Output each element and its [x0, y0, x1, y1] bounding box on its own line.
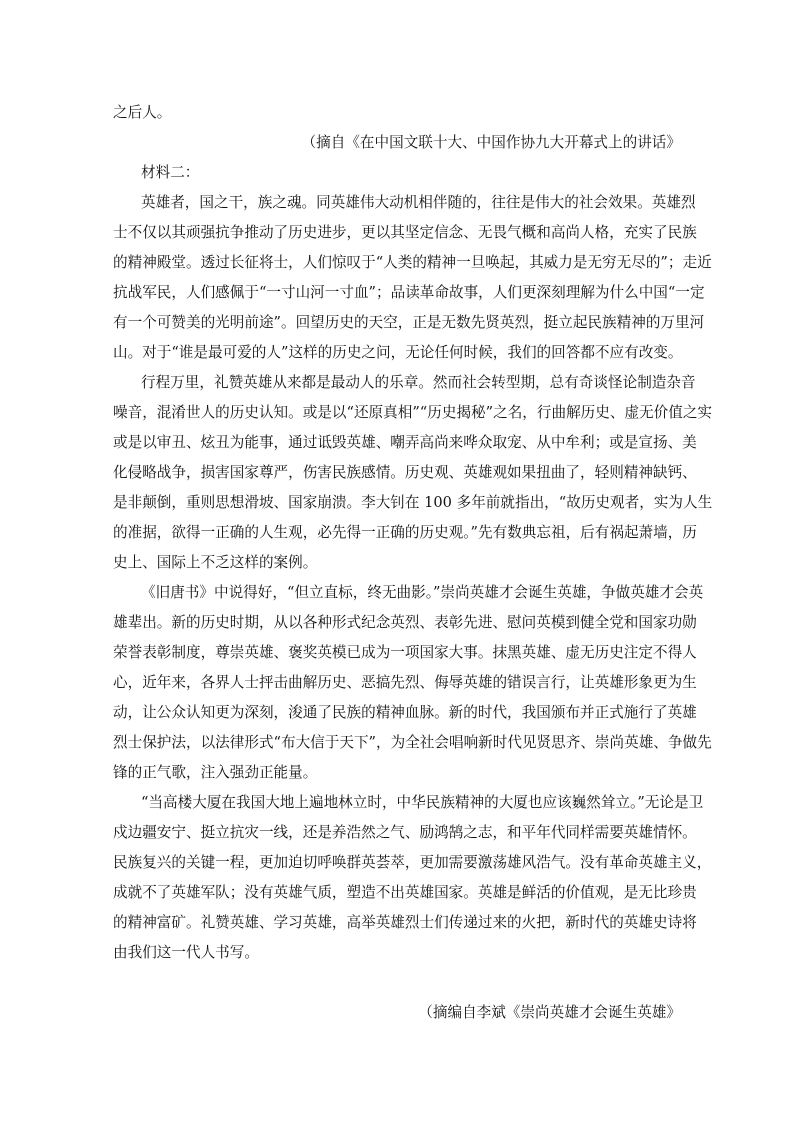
text-line: 抗战军民，人们感佩于“一寸山河一寸血”；品读革命故事，人们更深刻理解为什么中国“一定: [113, 284, 705, 301]
text-line: 的精神殿堂。透过长征将士，人们惊叹于“人类的精神一旦唤起，其威力是无穷无尽的”；走近: [113, 254, 712, 271]
text-line: 噪音，混淆世人的历史认知。或是以“还原真相”“历史揭秘”之名，行曲解历史、虚无价值之实: [113, 404, 713, 421]
text-line: 英雄者，国之干，族之魂。同英雄伟大动机相伴随的，往往是伟大的社会效果。英雄烈: [141, 194, 696, 211]
text-line: 山。对于“谁是最可爱的人”这样的历史之问，无论任何时候，我们的回答都不应有改变。: [113, 344, 683, 361]
text-line: 史上、国际上不乏这样的案例。: [113, 554, 318, 571]
text-line: 《旧唐书》中说得好，“但立直标，终无曲影。”崇尚英雄才会诞生英雄，争做英雄才会英: [141, 584, 704, 601]
text-line: 由我们这一代人书写。: [113, 944, 259, 961]
text-line: 民族复兴的关键一程，更加迫切呼唤群英荟萃，更加需要激荡雄风浩气。没有革命英雄主义，: [113, 854, 712, 871]
text-line: 荣誉表彰制度，尊崇英雄、褒奖英模已成为一项国家大事。抹黑英雄、虚无历史注定不得人: [113, 644, 697, 661]
text-line: 的精神富矿。礼赞英雄、学习英雄，高举英雄烈士们传递过来的火把，新时代的英雄史诗将: [113, 914, 697, 931]
source-citation: （摘自《在中国文联十大、中国作协九大开幕式上的讲话》: [301, 134, 681, 151]
text-line: 雄辈出。新的历史时期，从以各种形式纪念英烈、表彰先进、慰问英模到健全党和国家功勋: [113, 614, 697, 631]
text-line: 戍边疆安宁、挺立抗灾一线，还是养浩然之气、励鸿鹄之志，和平年代同样需要英雄情怀。: [113, 824, 697, 841]
text-line: 有一个可赞美的光明前途”。回望历史的天空，正是无数先贤英烈，挺立起民族精神的万里河: [113, 314, 705, 331]
text-line: 化侵略战争，损害国家尊严，伤害民族感情。历史观、英雄观如果扭曲了，轻则精神缺钙、: [113, 464, 697, 481]
text-line: 心，近年来，各界人士抨击曲解历史、恶搞先烈、侮辱英雄的错误言行，让英雄形象更为生: [113, 674, 697, 691]
text-line: 行程万里，礼赞英雄从来都是最动人的乐章。然而社会转型期，总有奇谈怪论制造杂音: [141, 374, 696, 391]
text-line: 或是以审丑、炫丑为能事，通过诋毁英雄、嘲弄高尚来哗众取宠、从中牟利；或是宣扬、美: [113, 434, 697, 451]
source-citation: （摘编自李斌《崇尚英雄才会诞生英雄》: [418, 1004, 681, 1021]
text-line: 锋的正气歌，注入强劲正能量。: [113, 764, 318, 781]
text-line: 之后人。: [113, 104, 172, 121]
text-line: 动，让公众认知更为深刻，浚通了民族的精神血脉。新的时代，我国颁布并正式施行了英雄: [113, 704, 697, 721]
text-line: 是非颠倒，重则思想滑坡、国家崩溃。李大钊在 100 多年前就指出，“故历史观者，实为人生: [113, 494, 713, 511]
text-line: 的准据，欲得一正确的人生观，必先得一正确的历史观。”先有数典忘祖，后有祸起萧墙，历: [113, 524, 697, 541]
text-line: 烈士保护法，以法律形式“布大信于天下”，为全社会唱响新时代见贤思齐、崇尚英雄、争做先: [113, 734, 712, 751]
text-line: 成就不了英雄军队；没有英雄气质，塑造不出英雄国家。英雄是鲜活的价值观，是无比珍贵: [113, 884, 697, 901]
text-line: 士不仅以其顽强抗争推动了历史进步，更以其坚定信念、无畏气概和高尚人格，充实了民族: [113, 224, 697, 241]
section-heading: 材料二：: [141, 164, 200, 181]
text-line: “当高楼大厦在我国大地上遍地林立时，中华民族精神的大厦也应该巍然耸立。”无论是卫: [141, 794, 704, 811]
